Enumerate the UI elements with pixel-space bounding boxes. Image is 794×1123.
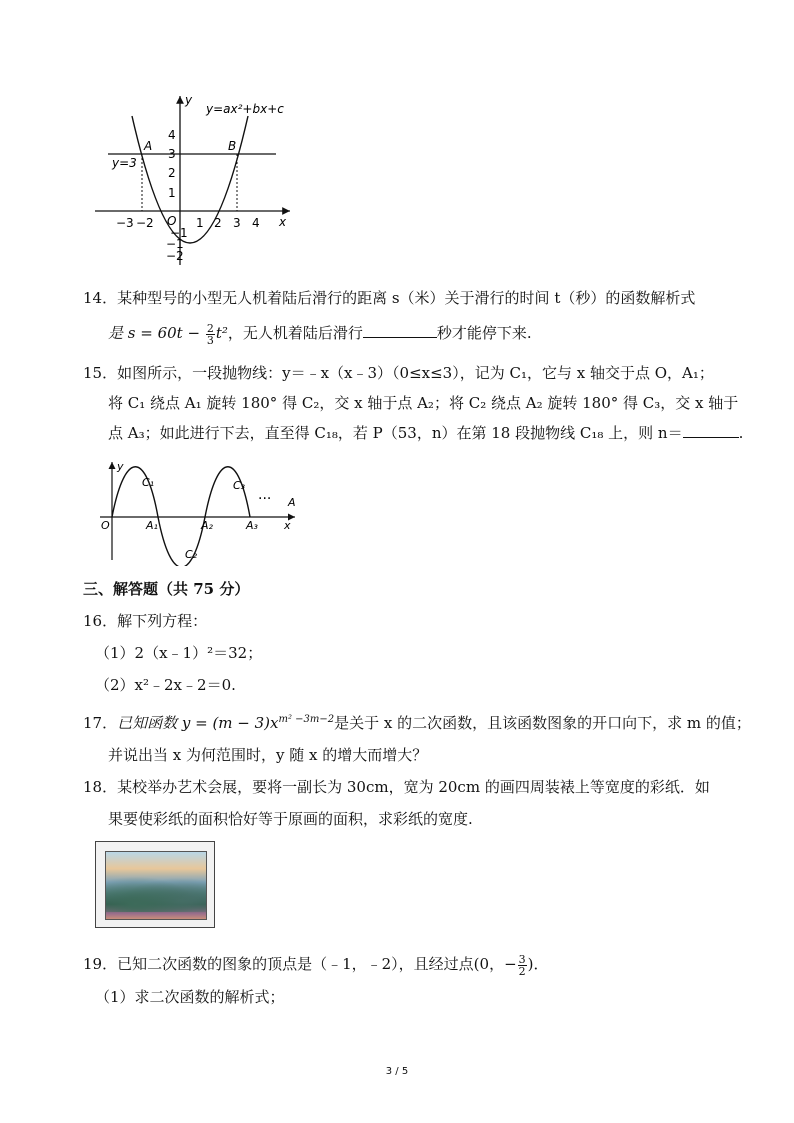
q17-line2: 并说出当 x 为何范围时，y 随 x 的增大而增大？ [108, 746, 428, 764]
a1-label: A₁ [146, 519, 158, 532]
q17-formula: 已知函数 y = (m − 3)x [117, 714, 279, 732]
q15-text-1: 如图所示，一段抛物线：y＝﹣x（x﹣3）（0≤x≤3），记为 C₁，它与 x 轴交于点 O，A₁； [117, 364, 714, 382]
q15-line1 [83, 362, 714, 384]
q14-formula-pre: 是 s = 60t − [108, 324, 201, 342]
painting-image [105, 851, 207, 920]
q19-number: 19． [83, 955, 118, 973]
q17-text-1: 是关于 x 的二次函数，且该函数图象的开口向下，求 m 的值； [334, 714, 751, 732]
q19-line1 [83, 953, 549, 977]
painting-mountains [106, 872, 206, 912]
x-axis-label: x [284, 519, 291, 532]
y-tick-label: 1 [168, 186, 176, 200]
x-axis-label: x [279, 215, 287, 229]
fraction-numerator: 3 [518, 952, 526, 966]
fraction-denominator: 2 [518, 964, 526, 978]
x-tick-label: 4 [252, 216, 260, 230]
x-tick-label: −1 [170, 226, 188, 240]
parabola-figure [92, 92, 302, 270]
q18-text-1: 某校举办艺术会展，要将一副长为 30cm，宽为 20cm 的画四周装裱上等宽度的彩纸．如 [117, 778, 710, 796]
y-tick-label: 2 [168, 166, 176, 180]
equation-label: y=ax²+bx+c [206, 102, 284, 116]
y-tick-label: −1 [166, 237, 184, 251]
fraction-numerator: 2 [206, 321, 214, 335]
framed-painting [95, 841, 215, 928]
curve-c1 [112, 467, 158, 517]
q15-answer-blank[interactable] [683, 423, 739, 438]
origin-label: O [167, 214, 177, 228]
q16-line [83, 610, 207, 632]
q14-text-3: 秒才能停下来. [436, 324, 532, 342]
c1-label: C₁ [142, 476, 155, 489]
q15-text-end: . [738, 424, 744, 442]
q19-part1: （1）求二次函数的解析式； [95, 988, 285, 1006]
q18-line1 [83, 776, 710, 798]
a2-label: A₂ [201, 519, 213, 532]
q14-answer-blank[interactable] [363, 323, 437, 338]
y-axis-label: y [185, 93, 193, 107]
q16-number: 16． [83, 612, 118, 630]
cut-label: A [288, 496, 296, 509]
q15-line2 [108, 392, 738, 414]
q16-part2: （2）x²﹣2x﹣2＝0. [95, 676, 236, 694]
x-tick-label: 2 [214, 216, 222, 230]
q14-line2 [108, 322, 532, 346]
curve-c2 [158, 517, 205, 566]
page-number: 3 / 5 [385, 1066, 409, 1077]
ellipsis-label: ··· [258, 491, 272, 507]
q16-part1: （1）2（x﹣1）²＝32； [95, 644, 263, 662]
q19-fraction [518, 954, 527, 977]
x-tick-label: −3 [116, 216, 134, 230]
q19-text-1: 已知二次函数的图象的顶点是（﹣1，﹣2），且经过点(0，− [117, 955, 517, 973]
q14-text-1: 某种型号的小型无人机着陆后滑行的距离 s（米）关于滑行的时间 t（秒）的函数解析式 [117, 289, 696, 307]
point-a-label: A [144, 139, 153, 153]
q15-number: 15． [83, 364, 118, 382]
q14-fraction [206, 323, 215, 346]
q17-exponent: m² −3m−2 [278, 714, 335, 725]
q18-line2: 果要使彩纸的面积恰好等于原画的面积，求彩纸的宽度. [108, 810, 473, 828]
q15-text-3: 点 A₃；如此进行下去，直至得 C₁₈，若 P（53，n）在第 18 段抛物线 C₁₈ 上，则 n＝ [108, 424, 683, 442]
c3-label: C₃ [233, 479, 246, 492]
x-tick-label: 3 [233, 216, 241, 230]
q14-number: 14． [83, 289, 118, 307]
q14-line1 [83, 287, 695, 309]
x-tick-label: −2 [136, 216, 154, 230]
q15-line3 [108, 422, 743, 444]
q19-text-2: )． [527, 955, 549, 973]
q16-text: 解下列方程： [117, 612, 208, 630]
point-b-label: B [228, 139, 237, 153]
a3-label: A₃ [246, 519, 258, 532]
c2-label: C₂ [185, 548, 198, 561]
x-tick-label: 1 [196, 216, 204, 230]
q17-line1 [83, 709, 751, 734]
fraction-denominator: 3 [206, 333, 214, 347]
q14-formula-t2: t² [215, 324, 228, 342]
q14-text-2: ，无人机着陆后滑行 [227, 324, 363, 342]
origin-label: O [101, 519, 110, 532]
line-label: y=3 [112, 156, 137, 170]
parabola-chain-figure [95, 458, 305, 566]
q17-number: 17． [83, 714, 118, 732]
q18-number: 18． [83, 778, 118, 796]
y-axis-label: y [117, 460, 124, 473]
section-title: 三、解答题（共 75 分） [83, 580, 250, 598]
y-tick-label: −2 [166, 249, 184, 263]
y-tick-label: 3 [168, 147, 176, 161]
y-tick-label: 4 [168, 128, 176, 142]
q15-text-2: 将 C₁ 绕点 A₁ 旋转 180° 得 C₂，交 x 轴于点 A₂；将 C₂ 绕点 A₂ 旋转 180° 得 C₃，交 x 轴于 [108, 394, 739, 412]
